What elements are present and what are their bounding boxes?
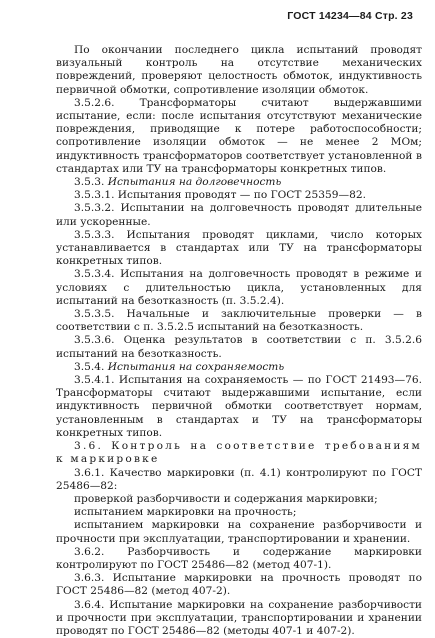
paragraph: 3.5.3.4. Испытания на долговечность проводят в режиме и условиях с длительностью цикла, установленных для испытаний на безотказность (п. 3.5.2.4). [56,268,422,307]
paragraph: По окончании последнего цикла испытаний проводят визуальный контроль на отсутствие механических повреждений, проверяют целостность обмоток, индуктивность первичной обмотки, сопротивление изоляции обмоток. [56,44,422,96]
section-heading [56,361,422,374]
paragraph: 3.5.3.1. Испытания проводят — по ГОСТ 25359—82. [74,189,366,202]
paragraph: 3.5.4.1. Испытания на сохраняемость — по ГОСТ 21493—76. Трансформаторы считают выдержавшими испытание, если индуктивность первичной обмотки соответствует нормам, установленным в стандартах и ТУ на трансформаторы конкретных типов. [56,374,422,439]
paragraph: 3.5.3.2. Испытании на долговечность проводят длительные или ускоренные. [56,202,422,228]
section-number: 3.5.3. [74,176,105,189]
paragraph: 3.5.3.3. Испытания проводят циклами, число которых устанавливается в стандартах или ТУ на трансформаторы конкретных типов. [56,228,422,268]
paragraph: 3.5.3.5. Начальные и заключительные проверки — в соответствии с п. 3.5.2.5 испытаний на безотказность. [56,308,422,334]
section-heading: 3.6. Контроль на соответствие требованиям к маркировке [56,440,422,466]
page-number: Стр. 23 [374,10,413,22]
section-number: 3.5.4. [74,360,105,373]
section-title: Испытания на долговечность [107,176,282,189]
paragraph: 3.5.2.6. Трансформаторы считают выдержавшими испытание, если: после испытания отсутствуют механические повреждения, приводящие к потере работоспособности; сопротивление изоляции обмоток — не менее 2 МОм; индуктивность трансформаторов соответствует установленной в стандартах или ТУ на трансформаторы конкретных типов. [56,96,422,175]
section-heading [56,176,422,189]
standard-number: ГОСТ 14234—84 [287,10,372,22]
body-text [56,44,422,638]
paragraph: 3.6.1. Качество маркировки (п. 4.1) контролируют по ГОСТ 25486—82: [56,466,422,492]
list-item: испытанием маркировки на сохранение разборчивости и прочности при эксплуатации, транспортировании и хранении. [56,519,422,545]
list-item: проверкой разборчивости и содержания маркировки; [74,492,378,505]
paragraph: 3.6.2. Разборчивость и содержание маркировки контролируют по ГОСТ 25486—82 (метод 407-1). [56,545,422,571]
paragraph: 3.6.3. Испытание маркировки на прочность проводят по ГОСТ 25486—82 (метод 407-2). [56,572,422,598]
list-item: испытанием маркировки на прочность; [74,506,297,519]
section-title: Испытания на сохраняемость [107,360,285,373]
paragraph: 3.5.3.6. Оценка результатов в соответствии с п. 3.5.2.6 испытаний на безотказность. [56,334,422,360]
paragraph: 3.6.4. Испытание маркировки на сохранение разборчивости и прочности при эксплуатации, транспортировании и хранении проводят по ГОСТ 25486—82 (методы 407-1 и 407-2). [56,598,422,637]
page-header [287,10,413,22]
